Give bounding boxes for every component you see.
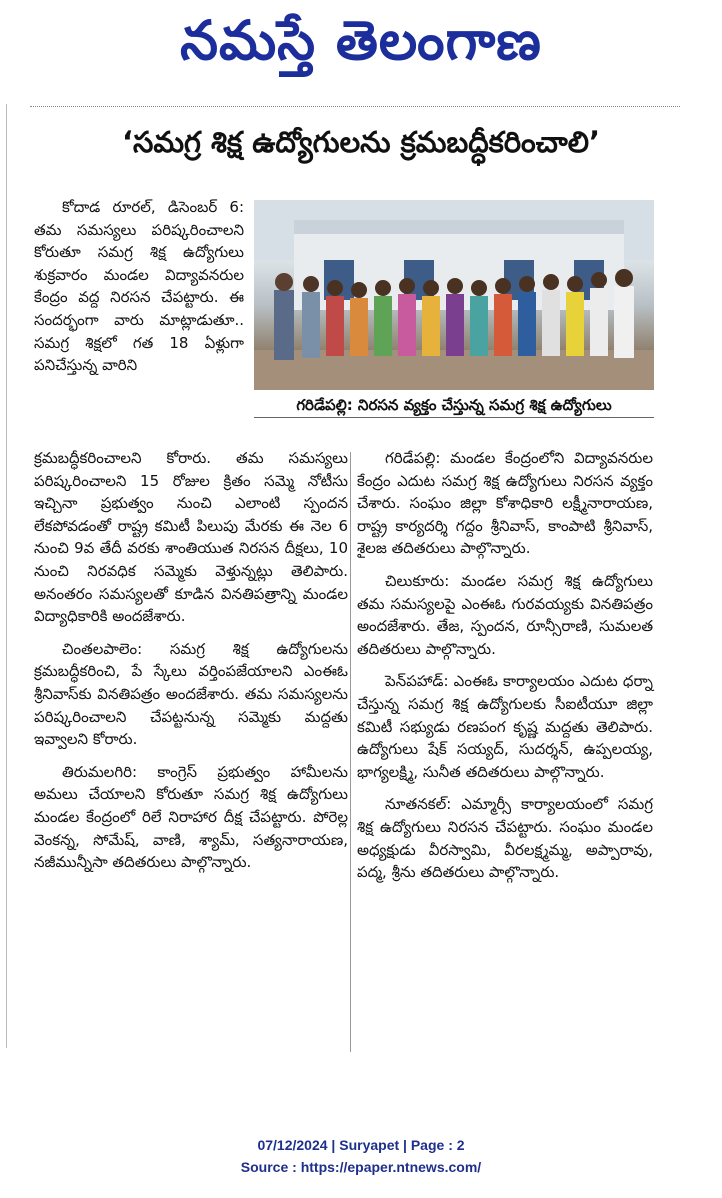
article-column-1	[34, 196, 244, 387]
article-paragraph: నూతనకల్‌: ఎమ్మార్సీ కార్యాలయంలో సమగ్ర శిక్ష ఉద్యోగులు నిరసన చేపట్టారు. సంఘం మండల అధ్యక్షుడు వీరస్వామి, వీరలక్ష్మమ్మ, అప్పారావు, పద్మ, శ్రీను తదితరులు పాల్గొన్నారు.	[357, 795, 653, 882]
photo-caption: గరిడేపల్లి: నిరసన వ్యక్తం చేస్తున్న సమగ్ర శిక్ష ఉద్యోగులు	[254, 393, 654, 418]
article-headline: ‘సమగ్ర శిక్ష ఉద్యోగులను క్రమబద్ధీకరించాలి’	[122, 125, 600, 159]
article-paragraph: కోదాడ రూరల్‌, డిసెంబర్‌ 6: తమ సమస్యలు పరిష్కరించాలని కోరుతూ సమగ్ర శిక్ష ఉద్యోగులు శుక్రవారం మండల విద్యావనరుల కేంద్రం వద్ద నిరసన చేపట్టారు. ఈ సందర్భంగా వారు మాట్లాడుతూ.. సమగ్ర శిక్షలో గత 18 ఏళ్లుగా పనిచేస్తున్న వారిని	[34, 198, 244, 375]
newspaper-masthead: నమస్తే తెలంగాణ	[180, 9, 542, 72]
protest-photo	[254, 200, 654, 390]
article-column-3	[357, 447, 653, 894]
cut-off-text-strip	[30, 98, 680, 107]
article-column-2	[34, 447, 348, 884]
epaper-footer	[0, 1134, 722, 1178]
protest-photo-illustration	[254, 200, 654, 390]
column-divider	[350, 452, 351, 1052]
article-paragraph: చింతలపాలెం: సమగ్ర శిక్ష ఉద్యోగులను క్రమబద్ధీకరించి, పే స్కేలు వర్తింపజేయాలని ఎంఈఓ శ్రీనివాస్‌కు వినతిపత్రం అందజేశారు. తమ సమస్యలను పరిష్కరించాలని చేపట్టనున్న సమ్మెకు మద్దతు ఇవ్వాలని కోరారు.	[34, 639, 348, 749]
edition-info: 07/12/2024 | Suryapet | Page : 2	[257, 1137, 465, 1153]
article-paragraph: పెన్‌పహాడ్‌: ఎంఈఓ కార్యాలయం ఎదుట ధర్నా చేస్తున్న సమగ్ర శిక్ష ఉద్యోగులకు సీఐటీయూ జిల్లా కమిటీ సభ్యుడు రణపంగ కృష్ణ మద్దతు తెలిపారు. ఉద్యోగులు షేక్‌ సయ్యద్‌, సుదర్శన్‌, ఉప్పలయ్య, భాగ్యలక్ష్మి, సునీత తదితరులు పాల్గొన్నారు.	[357, 672, 653, 781]
article-paragraph: గరిడేపల్లి: మండల కేంద్రంలోని విద్యావనరుల కేంద్రం ఎదుట సమగ్ర శిక్ష ఉద్యోగులు నిరసన వ్యక్తం చేశారు. సంఘం జిల్లా కోశాధికారి లక్ష్మీనారాయణ, రాష్ట్ర కార్యదర్శి గద్దం శ్రీనివాస్‌, కాంపాటి శ్రీనివాస్‌, శైలజ తదితరులు పాల్గొన్నారు.	[357, 449, 653, 558]
article-paragraph: తిరుమలగిరి: కాంగ్రెస్‌ ప్రభుత్వం హామీలను అమలు చేయాలని కోరుతూ సమగ్ర శిక్ష ఉద్యోగులు మండల కేంద్రంలో రిలే నిరాహార దీక్ష చేపట్టారు. పోరెల్ల వెంకన్న, సోమేష్‌, వాణి, శ్యామ్‌, సత్యనారాయణ, నజీమున్నీసా తదితరులు పాల్గొన్నారు.	[34, 762, 348, 872]
left-column-rule	[6, 104, 7, 1048]
article-paragraph: క్రమబద్ధీకరించాలని కోరారు. తమ సమస్యలు పరిష్కరించాలని 15 రోజుల క్రితం సమ్మె నోటీసు ఇచ్చినా ప్రభుత్వం నుంచి ఎలాంటి స్పందన లేకపోవడంతో రాష్ట్ర కమిటీ పిలుపు మేరకు ఈ నెల 6 నుంచి 9వ తేదీ వరకు శాంతియుత నిరసన దీక్షలు, 10 నుంచి నిరవధిక సమ్మెకు వెళ్తున్నట్లు తెలిపారు. అనంతరం సమస్యలతో కూడిన వినతిపత్రాన్ని మండల విద్యాధికారికి అందజేశారు.	[34, 449, 348, 626]
article-paragraph: చిలుకూరు: మండల సమగ్ర శిక్ష ఉద్యోగులు తమ సమస్యలపై ఎంఈఓ గురవయ్యకు వినతిపత్రం అందజేశారు. తేజ, స్పందన, రూన్సీరాణి, సుమలత తదితరులు పాల్గొన్నారు.	[357, 571, 653, 658]
source-link[interactable]: Source : https://epaper.ntnews.com/	[240, 1159, 482, 1175]
